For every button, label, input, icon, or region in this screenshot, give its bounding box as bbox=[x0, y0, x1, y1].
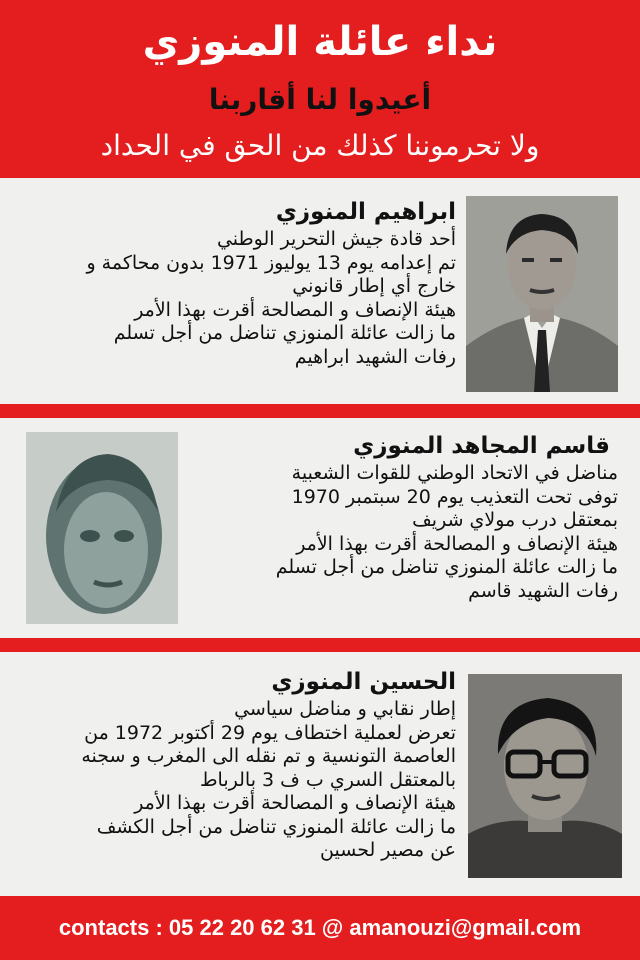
bio-line: أحد قادة جيش التحرير الوطني bbox=[216, 228, 456, 250]
bio-line: هيئة الإنصاف و المصالحة أقرت بهذا الأمر bbox=[296, 532, 618, 555]
person-name: قاسم المجاهد المنوزي bbox=[353, 433, 610, 459]
bio-line: مناضل في الاتحاد الوطني للقوات الشعبية bbox=[291, 462, 618, 484]
bio-line: تم إعدامه يوم 13 يوليوز 1971 بدون محاكمة و bbox=[86, 251, 456, 274]
person-section-brahim bbox=[0, 178, 640, 404]
person-section-kacem bbox=[0, 418, 640, 638]
bio-line: هيئة الإنصاف و المصالحة أقرت بهذا الأمر bbox=[134, 792, 456, 814]
bio-line: خارج أي إطار قانوني bbox=[292, 275, 456, 297]
subtitle-secondary: ولا تحرموننا كذلك من الحق في الحداد bbox=[100, 129, 540, 162]
person-text-kacem bbox=[276, 430, 618, 603]
subtitle: أعيدوا لنا أقاربنا bbox=[208, 83, 432, 116]
bio-line: ما زالت عائلة المنوزي تناضل من أجل تسلم bbox=[275, 556, 618, 578]
bio-line: هيئة الإنصاف و المصالحة أقرت بهذا الأمر bbox=[134, 298, 456, 321]
bio-line: ما زالت عائلة المنوزي تناضل من أجل تسلم bbox=[113, 322, 456, 344]
bio-line: العاصمة التونسية و تم نقله الى المغرب و سجنه bbox=[81, 745, 456, 767]
bio-line: تعرض لعملية اختطاف يوم 29 أكتوبر 1972 من bbox=[84, 721, 456, 744]
person-section-houcine bbox=[0, 652, 640, 896]
portrait-houcine bbox=[468, 674, 622, 878]
bio-line: إطار نقابي و مناضل سياسي bbox=[234, 698, 456, 720]
bio-line: رفات الشهيد قاسم bbox=[468, 579, 618, 602]
person-name: الحسين المنوزي bbox=[271, 669, 456, 695]
bio-line: بالمعتقل السري ب ف 3 بالرباط bbox=[199, 768, 456, 791]
header-banner bbox=[0, 0, 640, 178]
person-text-brahim bbox=[86, 196, 456, 369]
bio-line: عن مصير لحسين bbox=[320, 839, 456, 861]
bio-line: توفى تحت التعذيب يوم 20 سبتمبر 1970 bbox=[291, 485, 618, 508]
portrait-kacem bbox=[26, 432, 178, 624]
bio-line: رفات الشهيد ابراهيم bbox=[294, 345, 456, 368]
bio-line: بمعتقل درب مولاي شريف bbox=[412, 509, 618, 531]
bio-line: ما زالت عائلة المنوزي تناضل من أجل الكشف bbox=[96, 815, 456, 838]
person-name: ابراهيم المنوزي bbox=[275, 199, 456, 225]
contacts-footer: contacts : 05 22 20 62 31 @ amanouzi@gmail.com bbox=[0, 896, 640, 960]
page-title: نداء عائلة المنوزي bbox=[142, 19, 498, 65]
person-text-houcine bbox=[81, 666, 456, 863]
portrait-brahim bbox=[466, 196, 618, 392]
